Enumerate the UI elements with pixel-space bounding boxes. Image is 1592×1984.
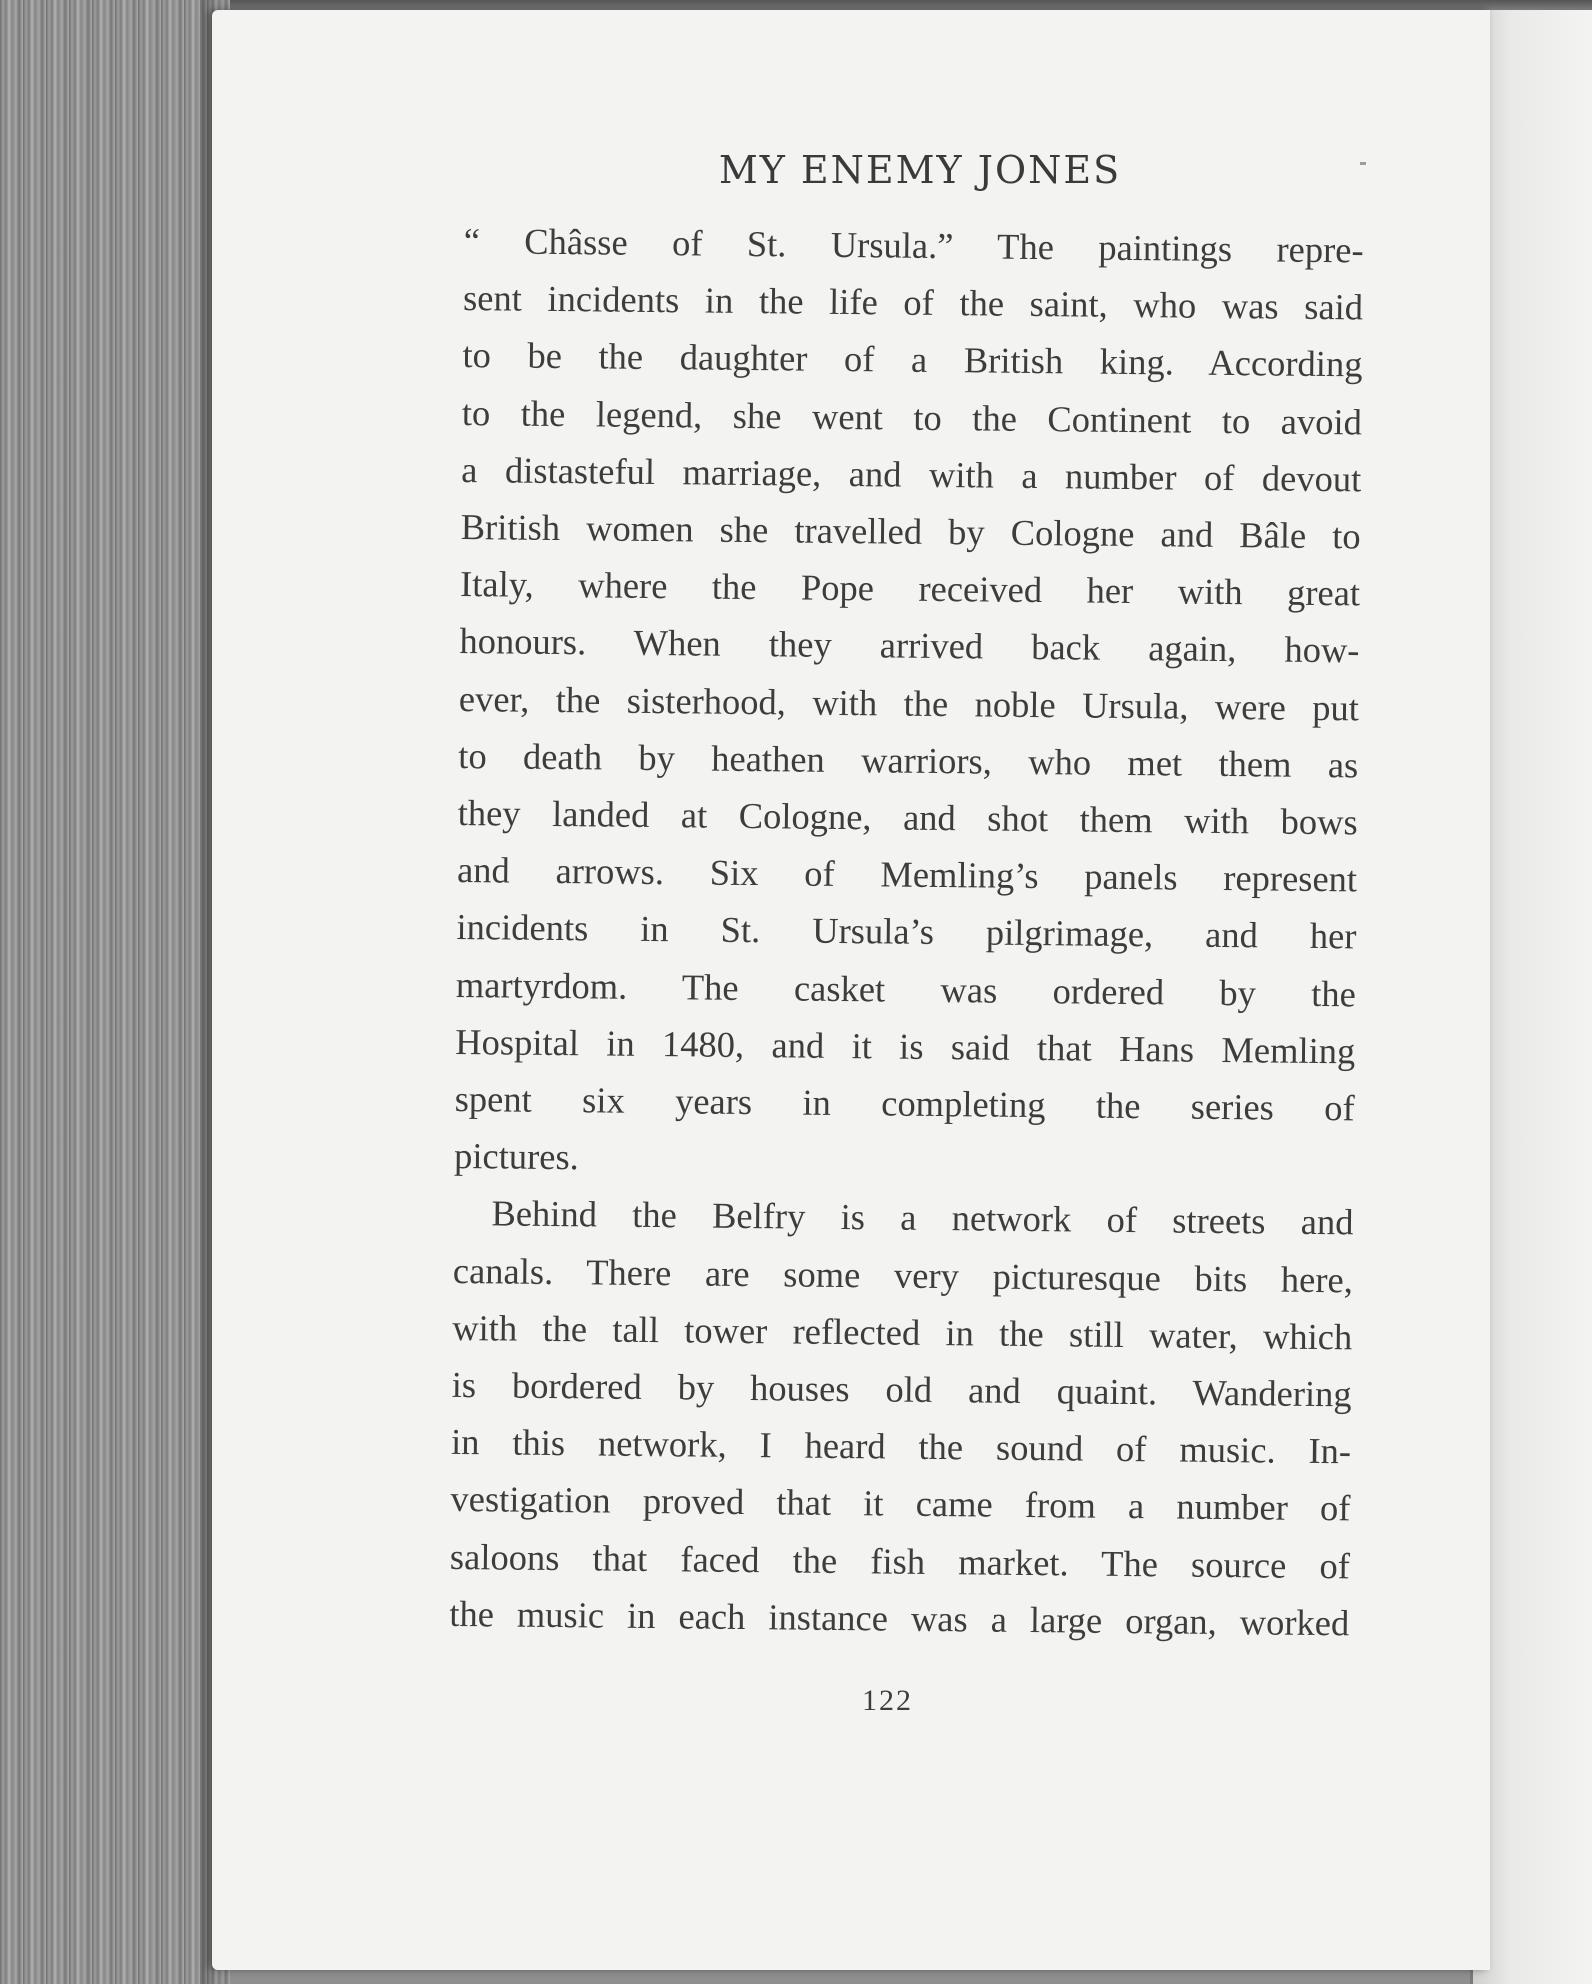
text-line: Behind the Belfry is a network of streets and xyxy=(491,1192,1354,1243)
page-number: 122 xyxy=(862,1684,913,1717)
paragraph-2 xyxy=(449,1184,1354,1651)
text-line: pictures. xyxy=(453,1135,579,1178)
page-edges xyxy=(0,0,230,1984)
text-line: ever, the sisterhood, with the noble Ursula, were put xyxy=(458,677,1360,729)
text-line: British women she travelled by Cologne and Bâle to xyxy=(460,505,1361,557)
body-text xyxy=(449,212,1364,1651)
text-line: incidents in St. Ursula’s pilgrimage, and her xyxy=(456,906,1357,957)
text-line: in this network, I heard the sound of music. In- xyxy=(450,1421,1352,1472)
text-line: martyrdom. The casket was ordered by the xyxy=(455,963,1357,1015)
text-line: saloons that faced the fish market. The source of xyxy=(449,1535,1351,1587)
text-line: to the legend, she went to the Continent to avoid xyxy=(461,391,1363,443)
text-line: they landed at Cologne, and shot them with bows xyxy=(457,791,1358,843)
text-line: sent incidents in the life of the saint, who was said xyxy=(462,277,1364,328)
text-line: Hospital in 1480, and it is said that Hans Memling xyxy=(455,1020,1356,1072)
text-line: to be the daughter of a British king. According xyxy=(462,334,1363,385)
text-line: “ Châsse of St. Ursula.” The paintings repre- xyxy=(463,219,1364,271)
paragraph-1 xyxy=(454,212,1364,1194)
text-line: vestigation proved that it came from a number of xyxy=(450,1478,1351,1529)
running-head: MY ENEMY JONES xyxy=(718,148,1122,192)
text-line: spent six years in completing the series of xyxy=(454,1077,1355,1129)
text-line: a distasteful marriage, and with a number of devout xyxy=(461,448,1362,500)
text-line: is bordered by houses old and quaint. Wandering xyxy=(451,1363,1352,1415)
text-line: honours. When they arrived back again, how- xyxy=(459,620,1360,671)
text-line: with the tall tower reflected in the still water, which xyxy=(452,1306,1353,1358)
text-line: to death by heathen warriors, who met them as xyxy=(458,734,1359,786)
text-line: and arrows. Six of Memling’s panels represent xyxy=(456,849,1358,900)
ink-speck xyxy=(1360,162,1366,165)
text-line: Italy, where the Pope received her with great xyxy=(459,563,1361,614)
text-line: the music in each instance was a large organ, worked xyxy=(449,1592,1350,1644)
text-line: canals. There are some very picturesque bits here, xyxy=(452,1249,1354,1301)
